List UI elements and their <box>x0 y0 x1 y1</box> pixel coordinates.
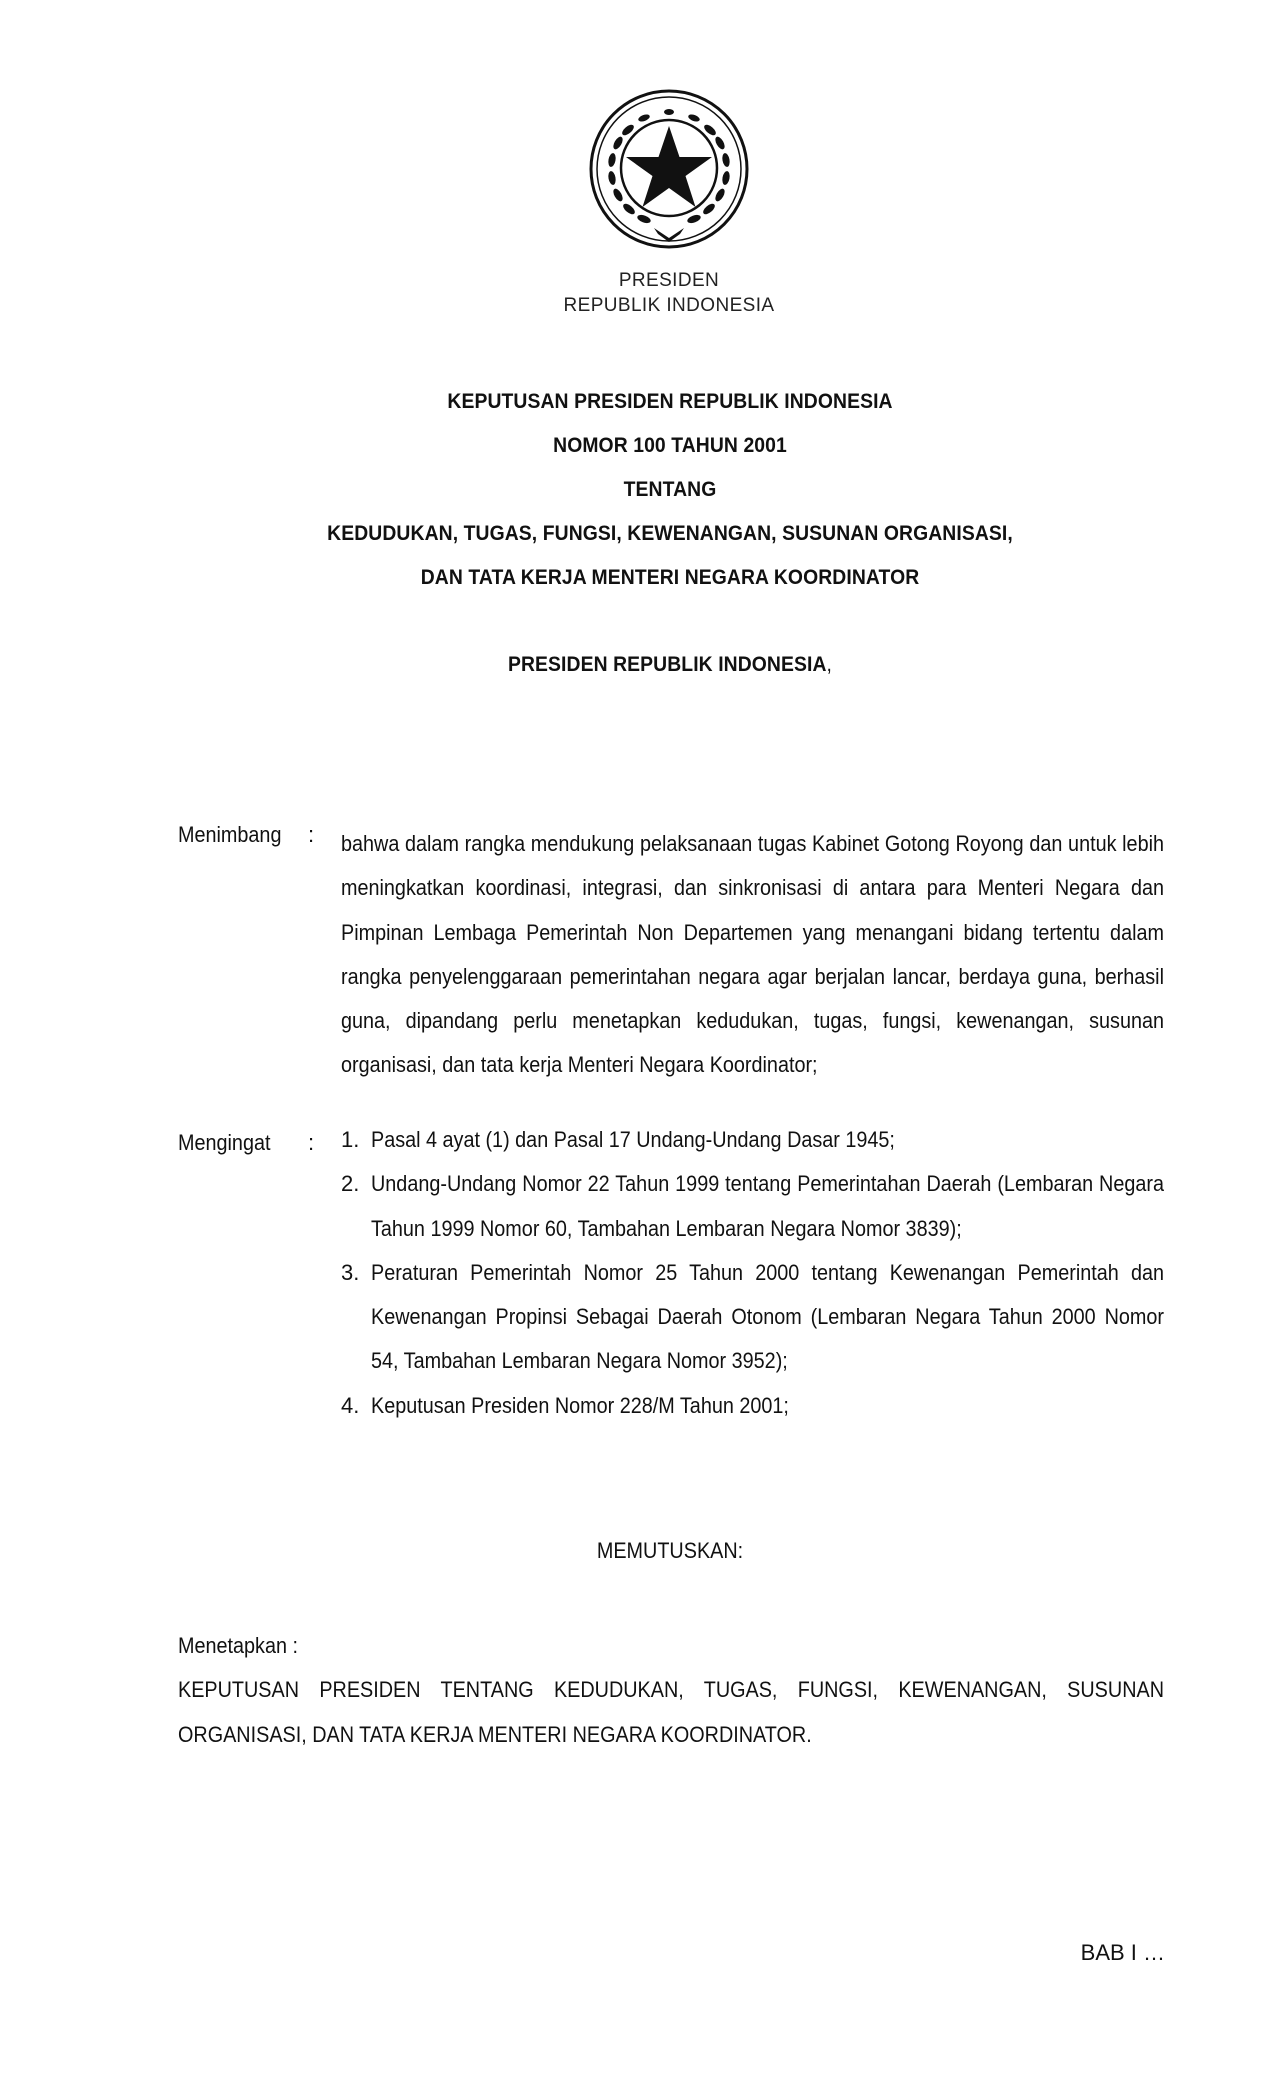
menimbang-text: bahwa dalam rangka mendukung pelaksanaan tugas Kabinet Gotong Royong dan untuk lebih meningkatkan koordinasi, integrasi, dan sinkronisasi di antara para Menteri Negara dan Pimpinan Lembaga Pemerintah Non Departemen yang menangani bidang tertentu dalam rangka penyelenggaraan pemerintahan negara agar berjalan lancar, berdaya guna, berhasil guna, dipandang perlu menetapkan kedudukan, tugas, fungsi, kewenangan, susunan organisasi, dan tata kerja Menteri Negara Koordinator; <box>341 831 1164 1078</box>
decree-title: KEPUTUSAN PRESIDEN REPUBLIK INDONESIA <box>447 389 893 413</box>
president-heading-text: PRESIDEN REPUBLIK INDONESIA <box>508 652 827 676</box>
list-item <box>341 1118 1164 1162</box>
letterhead-line-2: REPUBLIK INDONESIA <box>563 295 775 316</box>
president-heading-comma: , <box>826 652 832 676</box>
menimbang-label: Menimbang <box>178 822 282 847</box>
menetapkan-label: Menetapkan : <box>178 1633 298 1658</box>
list-item-text: Keputusan Presiden Nomor 228/M Tahun 2001; <box>371 1392 789 1418</box>
next-page-reference: BAB I … <box>1080 1940 1165 1965</box>
mengingat-colon: : <box>308 1130 315 1155</box>
list-item-text: Peraturan Pemerintah Nomor 25 Tahun 2000 tentang Kewenangan Pemerintah dan Kewenangan Propinsi Sebagai Daerah Otonom (Lembaran Negara Tahun 2000 Nomor 54, Tambahan Lembaran Negara Nomor 3952); <box>371 1259 1164 1374</box>
decree-tentang: TENTANG <box>623 477 717 501</box>
list-item-number: 3. <box>341 1259 360 1285</box>
menetapkan-text: KEPUTUSAN PRESIDEN TENTANG KEDUDUKAN, TUGAS, FUNGSI, KEWENANGAN, SUSUNAN ORGANISASI, DAN TATA KERJA MENTERI NEGARA KOORDINATOR. <box>178 1677 1164 1747</box>
menimbang-colon: : <box>308 822 315 847</box>
menetapkan-section <box>178 1624 1164 1757</box>
list-item <box>341 1384 1164 1428</box>
list-item <box>341 1251 1164 1384</box>
president-heading <box>229 652 1111 677</box>
mengingat-list <box>341 1118 1164 1428</box>
letterhead-line-1: PRESIDEN <box>618 270 720 291</box>
list-item-number: 2. <box>341 1171 360 1197</box>
garuda-star-emblem-icon <box>588 88 750 250</box>
list-item <box>341 1162 1164 1251</box>
decree-subject-line-2: DAN TATA KERJA MENTERI NEGARA KOORDINATOR <box>420 565 920 589</box>
memutuskan-heading: MEMUTUSKAN: <box>596 1538 744 1563</box>
list-item-text: Undang-Undang Nomor 22 Tahun 1999 tentang Pemerintahan Daerah (Lembaran Negara Tahun 1999 Nomor 60, Tambahan Lembaran Negara Nomor 3839); <box>371 1171 1164 1241</box>
mengingat-label: Mengingat <box>178 1130 271 1155</box>
decree-subject-line-1: KEDUDUKAN, TUGAS, FUNGSI, KEWENANGAN, SUSUNAN ORGANISASI, <box>327 521 1013 545</box>
list-item-number: 1. <box>341 1127 360 1152</box>
menimbang-paragraph <box>341 822 1164 1088</box>
decree-number: NOMOR 100 TAHUN 2001 <box>553 433 787 457</box>
list-item-text: Pasal 4 ayat (1) dan Pasal 17 Undang-Undang Dasar 1945; <box>371 1127 895 1152</box>
list-item-number: 4. <box>341 1392 360 1418</box>
